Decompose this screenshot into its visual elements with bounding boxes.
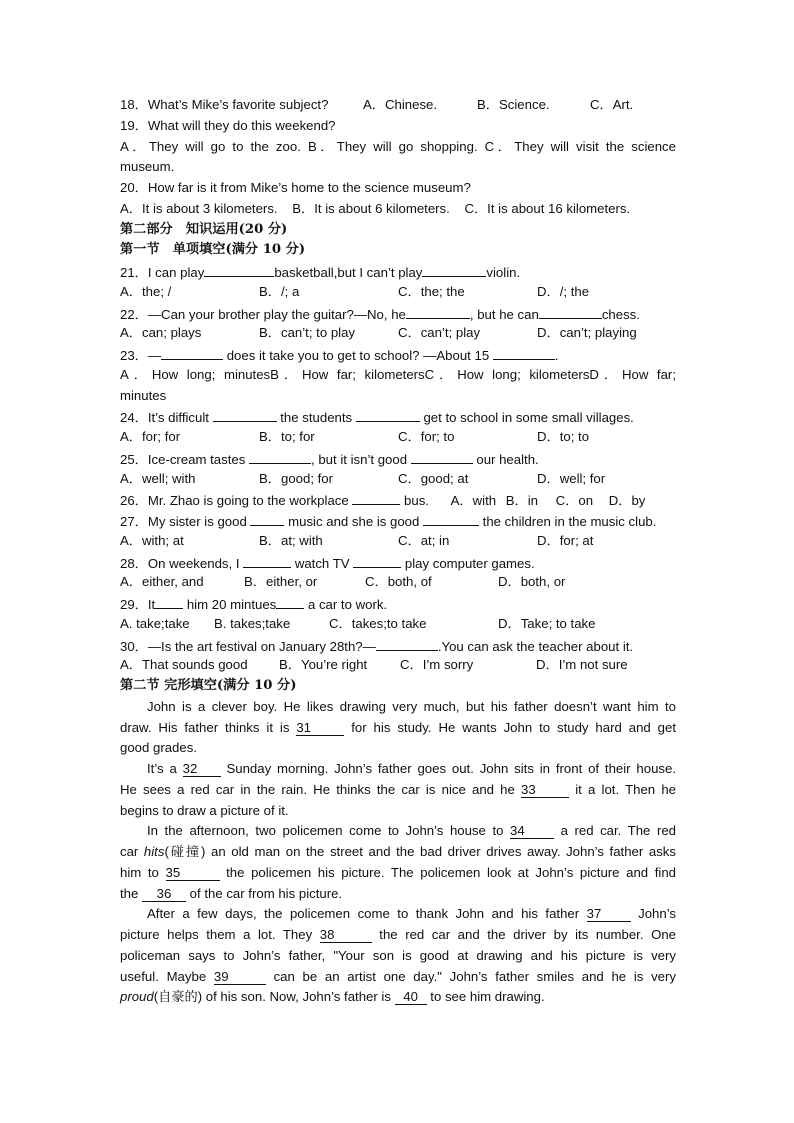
q28-text-pre: 28．On weekends, I: [120, 555, 244, 571]
q29-option-c: C．takes;to take: [329, 615, 427, 631]
q21-option-a: A．the; /: [120, 283, 172, 299]
answer-blank: [406, 303, 470, 319]
q29-stem: [120, 593, 676, 614]
q20-options: A．It is about 3 kilometers. B．It is about 6 kilometers. C．It is about 16 kilometers.: [120, 200, 631, 216]
q18-option-b: B．Science.: [477, 97, 550, 112]
q21-option-d: D．/; the: [537, 283, 590, 299]
answer-blank: [353, 552, 401, 568]
answer-blank: [423, 510, 479, 526]
q25-options: [120, 469, 676, 490]
answer-blank: [213, 406, 277, 422]
blank-38: 38: [320, 927, 372, 943]
q25-option-c: C．good; at: [398, 470, 469, 486]
q30-options: [120, 655, 676, 676]
q18-option-a: A．Chinese.: [363, 97, 438, 112]
passage-line: good grades.: [120, 740, 197, 756]
q27-text-pre: 27．My sister is good: [120, 514, 251, 529]
q26-stem: [120, 489, 676, 510]
part2-heading: 第二部分 知识运用(20 分): [120, 221, 288, 237]
q26-option-b: B．in: [505, 493, 538, 509]
q28-option-d: D．both, or: [498, 574, 566, 590]
word-proud: proud: [120, 989, 154, 1005]
answer-blank: [155, 593, 183, 609]
q27-text-post: the children in the music club.: [479, 514, 657, 529]
q25-option-a: A．well; with: [120, 470, 196, 486]
blank-34: 34: [510, 823, 554, 839]
answer-blank: [422, 261, 486, 277]
q26-option-c: C．on: [555, 493, 594, 509]
q27-options: [120, 531, 676, 552]
passage-line: begins to draw a picture of it.: [120, 802, 289, 818]
q21-text-post: violin.: [486, 265, 521, 280]
q24-text-pre: 24．It’s difficult: [120, 410, 213, 426]
q23-stem: [120, 344, 676, 365]
q25-option-b: B．good; for: [259, 470, 334, 486]
q27-option-a: A．with; at: [120, 532, 184, 548]
q25-text-mid: , but it isn’t good: [311, 451, 411, 467]
q21-options: [120, 282, 676, 303]
q24-option-a: A．for; for: [120, 429, 181, 444]
answer-blank: [376, 635, 438, 651]
q21-option-c: C．the; the: [398, 283, 465, 299]
q21-option-b: B．/; a: [259, 283, 300, 299]
q24-text-post: get to school in some small villages.: [419, 410, 634, 426]
q22-text-mid: , but he can: [469, 306, 539, 322]
q23-text-pre: 23．—: [120, 348, 162, 363]
q23-options-line2: minutes: [120, 387, 167, 403]
q25-text-pre: 25．Ice-cream tastes: [120, 451, 249, 467]
q27-stem: [120, 510, 676, 531]
answer-blank: [352, 489, 400, 505]
q21-text-pre: 21．I can play: [120, 265, 205, 280]
q26-text-post: bus.: [400, 493, 429, 509]
q29-option-a: A. take;take: [120, 615, 190, 631]
q28-text-mid: watch TV: [291, 555, 354, 571]
q19-options-line2: museum.: [120, 159, 175, 175]
q29-text-pre: 29．It: [120, 597, 156, 612]
q22-option-b: B．can’t; to play: [259, 325, 356, 341]
q28-option-a: A．either, and: [120, 574, 204, 590]
q23-text-mid: does it take you to get to school? —About 15: [223, 348, 493, 363]
q29-option-b: B. takes;take: [214, 615, 291, 631]
q25-stem: [120, 448, 676, 469]
passage-line: It’s a 32 Sunday morning. John’s father goes out. John sits in front of their house.: [147, 761, 676, 776]
passage-line: draw. His father thinks it is 31 for his study. He wants John to study hard and get: [120, 719, 676, 735]
q24-text-mid: the students: [276, 410, 356, 426]
passage-line: John is a clever boy. He likes drawing very much, but his father doesn’t want him to: [147, 698, 676, 714]
q22-text-post: chess.: [601, 306, 640, 322]
q29-option-d: D．Take; to take: [498, 615, 596, 631]
passage-line: In the afternoon, two policemen come to John’s house to 34 a red car. The red: [147, 823, 677, 839]
q19-stem: 19．What will they do this weekend?: [120, 117, 336, 133]
q18-stem: 18．What’s Mike’s favorite subject?: [120, 97, 329, 112]
q22-option-c: C．can’t; play: [398, 325, 481, 341]
q24-stem: [120, 406, 676, 427]
q30-stem: [120, 635, 676, 656]
q23-options-line1: A．How long; minutesB．How far; kilometersC．How long; kilometersD．How far;: [120, 366, 676, 382]
blank-39: 39: [214, 969, 266, 985]
blank-40: 40: [395, 989, 427, 1005]
blank-35: 35: [166, 865, 220, 881]
passage-line: He sees a red car in the rain. He thinks the car is nice and he 33 it a lot. Then he: [120, 781, 676, 797]
passage-line: useful. Maybe 39 can be an artist one day." John’s father smiles and he is very: [120, 968, 676, 984]
q27-option-c: C．at; in: [398, 532, 450, 548]
q22-option-d: D．can’t; playing: [537, 325, 637, 341]
q20-stem: 20．How far is it from Mike’s home to the science museum?: [120, 180, 471, 195]
q28-text-post: play computer games.: [401, 555, 535, 571]
answer-blank: [250, 510, 284, 526]
q26-option-a: A．with: [450, 493, 497, 509]
answer-blank: [493, 344, 555, 360]
q26-option-d: D．by: [608, 493, 646, 509]
q29-text-post: a car to work.: [304, 597, 388, 612]
exam-page: [120, 95, 676, 1008]
q28-options: [120, 572, 676, 593]
passage-line: him to 35 the policemen his picture. The policemen look at John’s picture and find: [120, 864, 677, 880]
q28-stem: [120, 552, 676, 573]
answer-blank: [356, 406, 420, 422]
q27-option-b: B．at; with: [259, 532, 323, 548]
answer-blank: [204, 261, 274, 277]
q26-text-pre: 26．Mr. Zhao is going to the workplace: [120, 493, 353, 509]
answer-blank: [161, 344, 223, 360]
q21-stem: [120, 261, 676, 282]
q23-text-post: .: [554, 348, 559, 363]
q28-option-c: C．both, of: [365, 574, 432, 590]
blank-31: 31: [296, 720, 344, 736]
passage-line: proud(自豪的) of his son. Now, John’s father is 40 to see him drawing.: [120, 989, 545, 1005]
q21-text-mid: basketball,but I can’t play: [274, 265, 423, 280]
q24-options: [120, 427, 676, 448]
passage-line: After a few days, the policemen come to thank John and his father 37 John’s: [147, 906, 677, 922]
q28-option-b: B．either, or: [244, 574, 318, 590]
blank-32: 32: [183, 761, 221, 777]
passage-line: picture helps them a lot. They 38 the red car and the driver by its number. One: [120, 927, 676, 942]
q27-text-mid: music and she is good: [284, 514, 424, 529]
q22-options: [120, 323, 676, 344]
q29-options: [120, 614, 676, 635]
q24-option-c: C．for; to: [398, 429, 455, 444]
answer-blank: [539, 303, 602, 319]
passage-line: policeman says to John’s father, "Your son is good at drawing and his picture is very: [120, 947, 676, 963]
blank-33: 33: [521, 782, 569, 798]
answer-blank: [276, 593, 304, 609]
q30-option-a: A．That sounds good: [120, 657, 248, 673]
q30-option-b: B．You’re right: [279, 657, 368, 673]
passage-line: car hits(碰撞) an old man on the street and the bad driver drives away. John’s father asks: [120, 844, 676, 859]
blank-37: 37: [587, 906, 631, 922]
q22-stem: [120, 303, 676, 324]
answer-blank: [249, 448, 311, 464]
q18-option-c: C．Art.: [590, 97, 634, 112]
q25-option-d: D．well; for: [537, 470, 606, 486]
q29-text-mid: him 20 mintues: [183, 597, 277, 612]
q30-text-pre: 30．—Is the art festival on January 28th?—: [120, 638, 376, 654]
q25-text-post: our health.: [472, 451, 539, 467]
section2-heading: 第二节 完形填空(满分 10 分): [120, 678, 297, 693]
q27-option-d: D．for; at: [537, 532, 594, 548]
section1-heading: 第一节 单项填空(满分 10 分): [120, 242, 306, 258]
question-18: [120, 95, 676, 116]
answer-blank: [243, 552, 291, 568]
word-hits: hits: [143, 844, 165, 859]
passage-line: the 36 of the car from his picture.: [120, 885, 343, 901]
answer-blank: [411, 448, 473, 464]
q19-options-line1: A．They will go to the zoo. B．They will go shopping. C．They will visit the science: [120, 138, 676, 154]
q22-option-a: A．can; plays: [120, 325, 202, 341]
blank-36: 36: [142, 886, 186, 902]
q30-text-post: .You can ask the teacher about it.: [437, 638, 634, 654]
q30-option-c: C．I’m sorry: [400, 657, 474, 673]
q22-text-pre: 22．—Can your brother play the guitar?—No, he: [120, 306, 406, 322]
q30-option-d: D．I’m not sure: [536, 657, 628, 673]
q24-option-b: B．to; for: [259, 429, 315, 444]
q24-option-d: D．to; to: [537, 429, 590, 444]
